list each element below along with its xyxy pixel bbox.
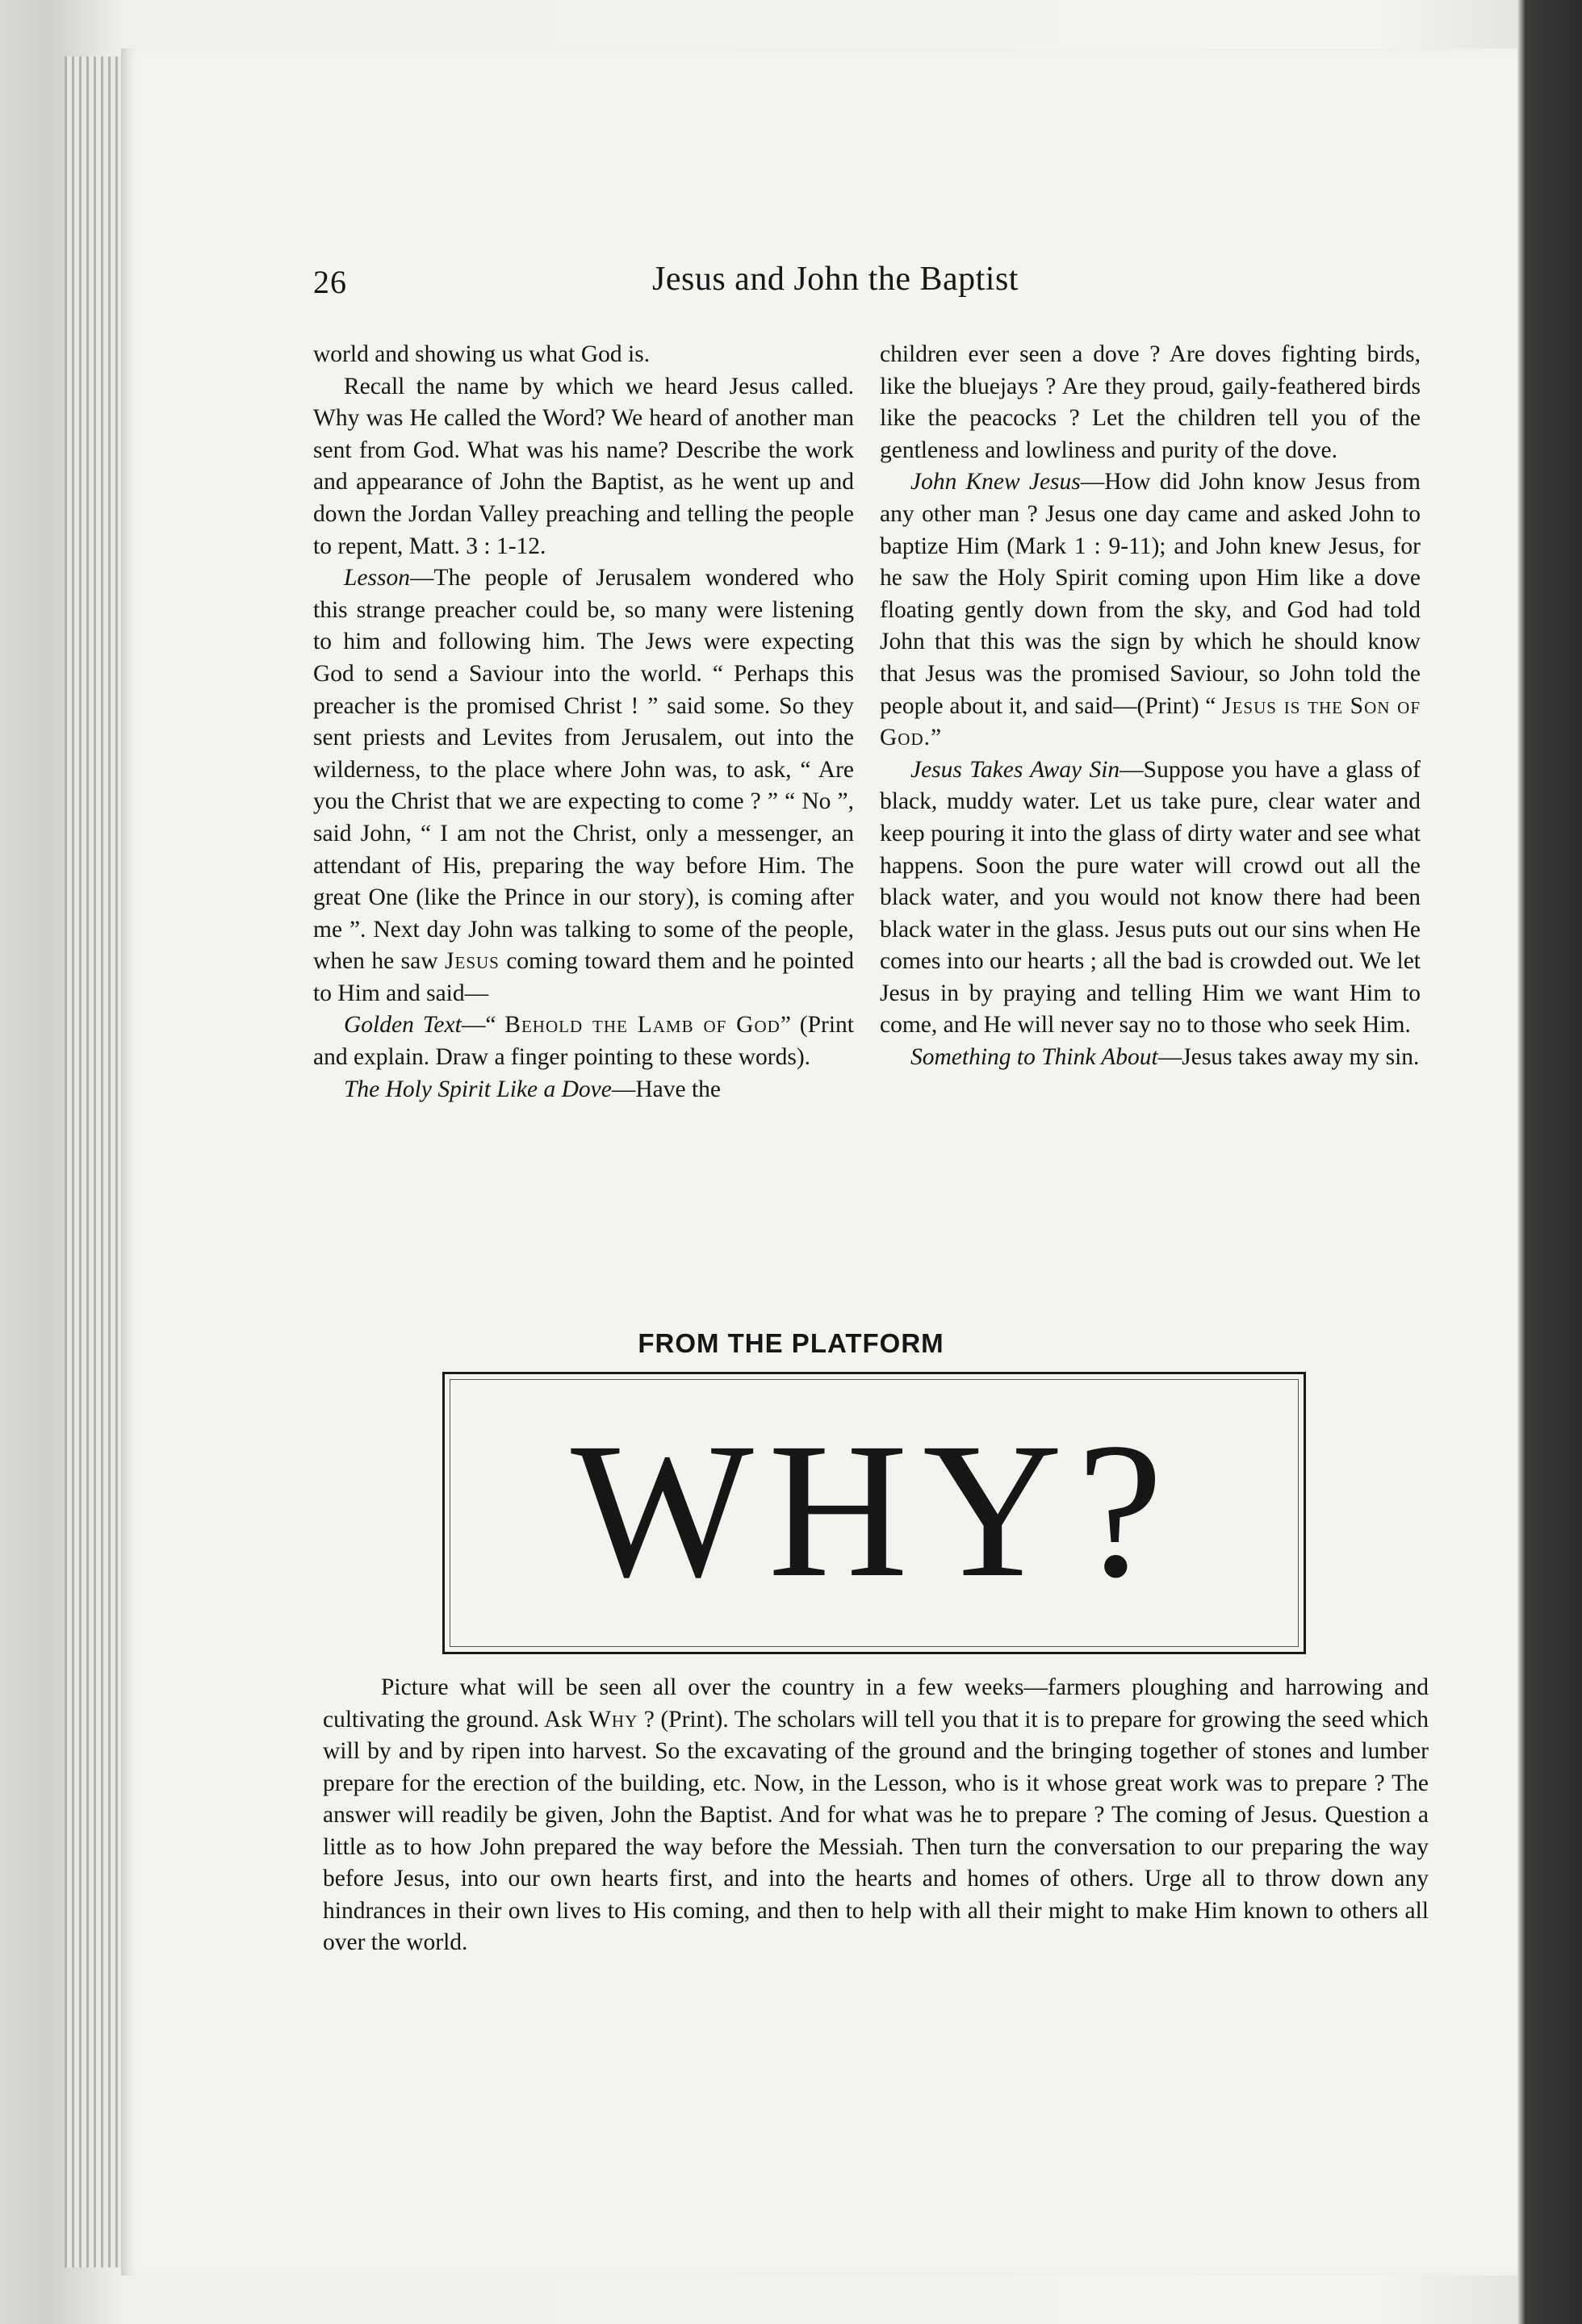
golden-text-body: ” (Print and explain. Draw a finger pointing to these words).	[313, 1012, 854, 1071]
running-title: Jesus and John the Baptist	[652, 261, 1019, 298]
takes-away-lead: Jesus Takes Away Sin	[910, 756, 1120, 783]
lesson-text: —The people of Jerusalem wondered who this strange preacher could be, so many were listening to him and following him. The Jews were expecting God to send a Saviour into the world. “ Perhaps this preacher is the promised Christ ! ” said some. So they sent priests and Levites from Jerusalem, out into the wilderness, to the place where John was, to ask, “ Are you the Christ that we are expecting to come ? ” “ No ”, said John, “ I am not the Christ, only a messenger, an attendant of His, preparing the way before Him. The great One (like the Prince in our story), is coming after me ”. Next day John was talking to some of the people, when he saw	[313, 565, 854, 975]
lesson-lead: Lesson	[344, 565, 410, 591]
right-column	[880, 339, 1421, 1074]
john-knew-lead: John Knew Jesus	[910, 469, 1081, 495]
left-paragraph-lesson	[313, 562, 854, 1009]
right-paragraph-takes-away	[880, 754, 1421, 1042]
platform-text	[323, 1672, 1429, 1959]
left-paragraph-2: Recall the name by which we heard Jesus called. Why was He called the Word? We heard of another man sent from God. What was his name? Describe the work and appearance of John the Baptist, as he went up and down the Jordan Valley preaching and telling the people to repent, Matt. 3 : 1-12.	[313, 373, 854, 559]
john-knew-smallcaps: Jesus is the Son of God.	[880, 692, 1421, 751]
john-knew-end: ”	[931, 725, 942, 751]
right-paragraph-john-knew	[880, 466, 1421, 754]
page-number: 26	[313, 264, 347, 300]
john-knew-text: —How did John know Jesus from any other man ? Jesus one day came and asked John to baptize Him (Mark 1 : 9-11); and John knew Jesus, for he saw the Holy Spirit coming upon Him like a dove floating gently down from the sky, and God had told John that this was the sign by which he should know that Jesus was the promised Saviour, so John told the people about it, and said—(Print) “	[880, 469, 1421, 719]
right-paragraph-1: children ever seen a dove ? Are doves fighting birds, like the bluejays ? Are they proud, gaily-feathered birds like the peacocks ? Let the children tell you of the gentleness and lowliness and purity of the dove.	[880, 341, 1421, 463]
think-about-lead: Something to Think About	[910, 1044, 1158, 1071]
golden-text-smallcaps: Behold the Lamb of God	[504, 1012, 781, 1039]
takes-away-text: —Suppose you have a glass of black, muddy water. Let us take pure, clear water and keep pouring it into the glass of dirty water and see what happens. Soon the pure water will crowd out all the black water, and you would not know there had been black water in the glass. Jesus puts out our sins when He comes into our hearts ; all the bad is crowded out. We let Jesus in by praying and telling Him we want Him to come, and He will never say no to those who seek Him.	[880, 756, 1421, 1039]
why-word: WHY?	[571, 1402, 1178, 1617]
think-about-text: —Jesus takes away my sin.	[1157, 1044, 1420, 1071]
dove-lead: The Holy Spirit Like a Dove	[344, 1076, 612, 1102]
platform-paragraph	[323, 1672, 1429, 1959]
platform-why-smallcaps: Why	[588, 1706, 638, 1733]
left-column	[313, 339, 854, 1106]
lesson-jesus-smallcaps: Jesus	[445, 948, 500, 975]
right-paragraph-think-about	[880, 1042, 1421, 1074]
golden-text-lead: Golden Text	[344, 1012, 462, 1039]
left-paragraph-1: world and showing us what God is.	[313, 341, 651, 367]
lesson-text-end: coming toward them and he pointed to Him and said—	[313, 948, 854, 1006]
platform-text-pre: Picture what will be seen all over the country in a few weeks—farmers ploughing and harrowing and cultivating the ground. Ask	[323, 1674, 1429, 1733]
left-paragraph-dove	[313, 1074, 854, 1106]
dove-text: —Have the	[611, 1076, 721, 1102]
left-paragraph-golden-text	[313, 1009, 854, 1073]
platform-heading: FROM THE PLATFORM	[638, 1328, 944, 1358]
platform-text-post: ? (Print). The scholars will tell you that it is to prepare for growing the seed which will by and by ripen into harvest. So the excavating of the ground and the bringing together of stones and lumber prepare for the erection of the building, etc. Now, in the Lesson, who is it whose great work was to prepare ? The answer will readily be given, John the Baptist. And for what was he to prepare ? The coming of Jesus. Question a little as to how John prepared the way before the Messiah. Then turn the conversation to our preparing the way before Jesus, into our own hearts first, and into the hearts and homes of others. Urge all to throw down any hindrances in their own lives to His coming, and then to help with all their might to make Him known to others all over the world.	[323, 1706, 1429, 1955]
why-box	[442, 1372, 1306, 1654]
book-page-edges	[65, 56, 121, 2268]
golden-text-open: —“	[461, 1012, 505, 1039]
